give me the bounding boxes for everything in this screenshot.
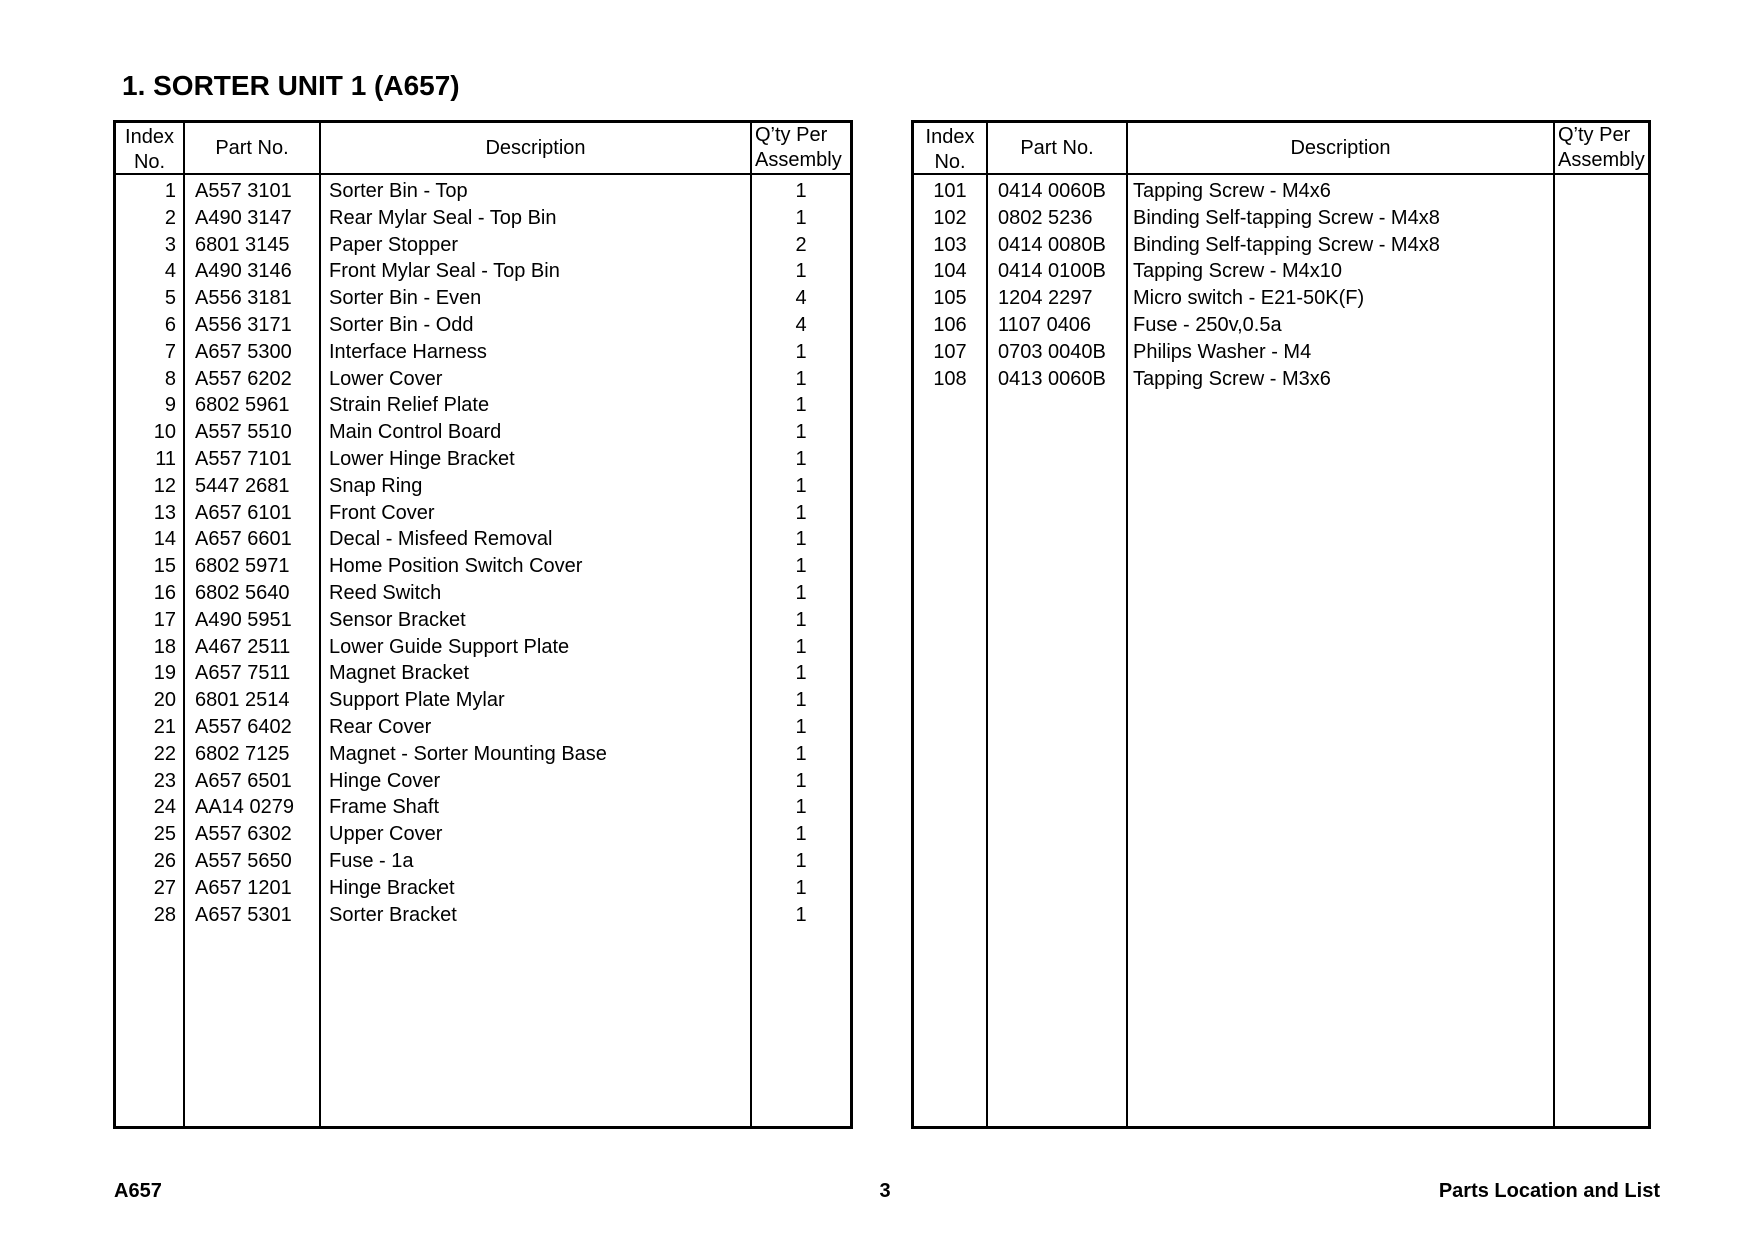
table-cell-index: 9	[164, 394, 176, 417]
table-cell-desc: Decal - Misfeed Removal	[329, 528, 553, 551]
table-cell-desc: Binding Self-tapping Screw - M4x8	[1133, 233, 1440, 256]
header-part-no: Part No.	[183, 123, 319, 173]
table-cell-index: 5	[164, 287, 176, 310]
table-body	[914, 175, 1648, 1126]
table-cell-part: 0703 0040B	[998, 340, 1106, 363]
table-cell-part: 5447 2681	[195, 474, 290, 497]
table-cell-desc: Lower Cover	[329, 367, 443, 390]
table-cell-part: A657 5300	[195, 340, 292, 363]
table-cell-part: A557 5650	[195, 849, 292, 872]
table-cell-desc: Sorter Bin - Top	[329, 180, 468, 202]
table-cell-qty: 1	[795, 849, 807, 872]
table-cell-desc: Magnet - Sorter Mounting Base	[329, 742, 607, 765]
footer-page-number: 3	[879, 1180, 891, 1202]
footer-section: Parts Location and List	[1438, 1180, 1660, 1202]
table-cell-part: 6801 2514	[195, 689, 290, 712]
table-cell-part: 6802 5971	[195, 555, 290, 578]
table-cell-desc: Tapping Screw - M3x6	[1133, 367, 1331, 390]
table-cell-part: 6802 5961	[195, 394, 290, 417]
table-cell-qty: 1	[795, 608, 807, 631]
table-cell-desc: Tapping Screw - M4x6	[1133, 180, 1331, 202]
table-cell-index: 1	[164, 180, 176, 202]
part-no-column	[986, 175, 1126, 1126]
table-cell-qty	[1555, 366, 1648, 393]
table-cell-index: 18	[153, 635, 176, 658]
table-cell-qty: 1	[795, 823, 807, 846]
table-cell-index: 20	[153, 689, 176, 712]
table-cell-qty	[1555, 258, 1648, 285]
table-cell-qty: 1	[795, 581, 807, 604]
table-cell-qty: 1	[795, 876, 807, 899]
header-index-line1: Index	[925, 126, 975, 148]
table-cell-desc: Home Position Switch Cover	[329, 555, 583, 578]
table-cell-qty: 1	[795, 340, 807, 363]
table-cell-index: 7	[164, 340, 176, 363]
page-title: 1. SORTER UNIT 1 (A657)	[122, 70, 460, 101]
table-cell-qty: 2	[795, 233, 807, 256]
table-cell-qty: 1	[795, 635, 807, 658]
table-cell-qty: 1	[795, 555, 807, 578]
header-part-no: Part No.	[986, 123, 1126, 173]
table-cell-part: A657 6601	[195, 528, 292, 551]
table-cell-part: A557 6202	[195, 367, 292, 390]
table-cell-desc: Fuse - 250v,0.5a	[1133, 313, 1282, 336]
table-cell-qty	[1555, 205, 1648, 232]
description-column	[1126, 175, 1553, 1126]
table-cell-part: 6802 7125	[195, 742, 290, 765]
table-cell-qty: 4	[795, 287, 807, 310]
table-cell-part: A490 5951	[195, 608, 292, 631]
table-cell-part: AA14 0279	[195, 796, 294, 819]
table-cell-desc: Snap Ring	[329, 474, 423, 497]
table-header	[116, 123, 850, 175]
table-cell-desc: Tapping Screw - M4x10	[1133, 260, 1342, 283]
header-qty-line1: Q’ty Per	[1558, 124, 1631, 146]
table-cell-desc: Sorter Bin - Even	[329, 287, 482, 310]
table-cell-index: 108	[933, 367, 967, 390]
table-cell-index: 105	[933, 287, 967, 310]
header-index-line2: No.	[133, 151, 166, 173]
table-cell-part: A557 7101	[195, 447, 292, 470]
table-cell-qty: 1	[795, 903, 807, 926]
table-cell-desc: Lower Guide Support Plate	[329, 635, 570, 658]
table-cell-index: 107	[933, 340, 967, 363]
header-qty-line2: Assembly	[1558, 149, 1645, 171]
table-cell-desc: Upper Cover	[329, 823, 443, 846]
table-cell-index: 23	[153, 769, 176, 792]
table-cell-desc: Paper Stopper	[329, 233, 458, 256]
table-cell-part: 0414 0080B	[998, 233, 1106, 256]
table-cell-qty	[1555, 178, 1648, 205]
table-cell-index: 102	[933, 206, 967, 229]
index-column	[914, 175, 986, 1126]
header-index-line2: No.	[934, 151, 966, 173]
table-cell-part: 0413 0060B	[998, 367, 1106, 390]
table-cell-desc: Rear Cover	[329, 715, 432, 738]
table-cell-part: A556 3171	[195, 313, 292, 336]
table-cell-qty: 1	[795, 796, 807, 819]
table-cell-desc: Sorter Bin - Odd	[329, 313, 474, 336]
table-cell-index: 104	[933, 260, 967, 283]
table-cell-qty: 1	[795, 447, 807, 470]
table-cell-qty: 1	[795, 260, 807, 283]
table-cell-index: 28	[153, 903, 176, 926]
table-cell-index: 19	[153, 662, 176, 685]
table-cell-part: 1107 0406	[998, 313, 1092, 336]
table-cell-desc: Magnet Bracket	[329, 662, 470, 685]
table-cell-desc: Sensor Bracket	[329, 608, 466, 631]
table-body	[116, 175, 850, 1126]
table-cell-index: 106	[933, 313, 967, 336]
table-cell-index: 17	[153, 608, 176, 631]
table-cell-desc: Interface Harness	[329, 340, 487, 363]
table-cell-qty: 1	[795, 769, 807, 792]
table-cell-part: A556 3181	[195, 287, 292, 310]
header-description: Description	[1126, 123, 1553, 173]
header-qty	[1553, 123, 1648, 173]
table-cell-part: A657 6101	[195, 501, 292, 524]
table-cell-desc: Strain Relief Plate	[329, 394, 490, 417]
table-cell-desc: Hinge Bracket	[329, 876, 455, 899]
table-cell-index: 24	[153, 796, 176, 819]
table-cell-index: 13	[153, 501, 176, 524]
parts-table-right	[911, 120, 1651, 1129]
table-cell-desc: Fuse - 1a	[329, 849, 414, 872]
header-qty	[750, 123, 850, 173]
table-cell-qty	[1555, 285, 1648, 312]
index-column	[116, 175, 183, 1126]
table-cell-part: A657 7511	[195, 662, 291, 685]
table-cell-desc: Binding Self-tapping Screw - M4x8	[1133, 206, 1440, 229]
table-cell-desc: Hinge Cover	[329, 769, 441, 792]
table-cell-index: 27	[153, 876, 176, 899]
table-cell-part: A490 3146	[195, 260, 292, 283]
table-cell-desc: Sorter Bracket	[329, 903, 457, 926]
table-cell-part: 0414 0100B	[998, 260, 1106, 283]
table-cell-index: 25	[153, 823, 176, 846]
description-column	[319, 175, 750, 1126]
table-cell-part: A557 5510	[195, 421, 292, 444]
table-cell-part: 1204 2297	[998, 287, 1093, 310]
table-cell-part: 0414 0060B	[998, 180, 1106, 202]
table-cell-qty: 1	[795, 474, 807, 497]
table-cell-desc: Philips Washer - M4	[1133, 340, 1312, 363]
table-cell-part: A657 5301	[195, 903, 292, 926]
table-cell-desc: Rear Mylar Seal - Top Bin	[329, 206, 557, 229]
table-cell-part: A657 1201	[195, 876, 292, 899]
table-cell-part: A467 2511	[195, 635, 291, 658]
header-index	[914, 123, 986, 173]
table-cell-part: 0802 5236	[998, 206, 1093, 229]
header-qty-line1: Q’ty Per	[755, 124, 828, 146]
header-description: Description	[319, 123, 750, 173]
table-cell-desc: Micro switch - E21-50K(F)	[1133, 287, 1365, 310]
table-cell-index: 26	[153, 849, 176, 872]
table-cell-index: 8	[164, 367, 176, 390]
table-cell-index: 6	[164, 313, 176, 336]
table-cell-desc: Main Control Board	[329, 421, 502, 444]
table-cell-index: 2	[164, 206, 176, 229]
table-cell-index: 21	[153, 715, 176, 738]
table-cell-qty: 1	[795, 394, 807, 417]
table-cell-qty: 1	[795, 421, 807, 444]
table-cell-qty: 1	[795, 206, 807, 229]
table-cell-index: 10	[153, 421, 176, 444]
table-cell-index: 103	[933, 233, 967, 256]
table-cell-desc: Front Cover	[329, 501, 435, 524]
table-cell-qty	[1555, 232, 1648, 259]
qty-column	[1553, 175, 1648, 1126]
table-cell-index: 11	[155, 447, 176, 470]
header-index	[116, 123, 183, 173]
table-cell-index: 22	[153, 742, 176, 765]
table-cell-desc: Reed Switch	[329, 581, 442, 604]
table-header	[914, 123, 1648, 175]
table-cell-part: A557 3101	[195, 180, 292, 202]
parts-table-left	[113, 120, 853, 1129]
table-cell-qty: 1	[795, 180, 807, 202]
table-cell-qty: 1	[795, 528, 807, 551]
qty-column	[750, 175, 850, 1126]
table-cell-index: 3	[164, 233, 176, 256]
table-cell-qty: 1	[795, 367, 807, 390]
table-cell-index: 15	[153, 555, 176, 578]
part-no-column	[183, 175, 319, 1126]
table-cell-desc: Lower Hinge Bracket	[329, 447, 515, 470]
table-cell-index: 101	[933, 180, 967, 202]
table-cell-qty: 1	[795, 501, 807, 524]
table-cell-part: 6802 5640	[195, 581, 290, 604]
table-cell-qty: 1	[795, 715, 807, 738]
header-qty-line2: Assembly	[755, 149, 842, 171]
table-cell-qty: 1	[795, 662, 807, 685]
table-cell-qty: 1	[795, 742, 807, 765]
table-cell-part: 6801 3145	[195, 233, 290, 256]
footer-model: A657	[114, 1180, 162, 1202]
table-cell-qty	[1555, 312, 1648, 339]
table-cell-desc: Front Mylar Seal - Top Bin	[329, 260, 560, 283]
table-cell-part: A657 6501	[195, 769, 292, 792]
table-cell-desc: Frame Shaft	[329, 796, 440, 819]
table-cell-part: A490 3147	[195, 206, 292, 229]
table-cell-qty: 4	[795, 313, 807, 336]
header-index-line1: Index	[125, 126, 174, 148]
table-cell-qty	[1555, 339, 1648, 366]
table-cell-desc: Support Plate Mylar	[329, 689, 505, 712]
table-cell-index: 4	[164, 260, 176, 283]
table-cell-index: 14	[153, 528, 176, 551]
table-cell-index: 12	[153, 474, 176, 497]
table-cell-qty: 1	[795, 689, 807, 712]
table-cell-part: A557 6302	[195, 823, 292, 846]
table-cell-index: 16	[153, 581, 176, 604]
table-cell-part: A557 6402	[195, 715, 292, 738]
